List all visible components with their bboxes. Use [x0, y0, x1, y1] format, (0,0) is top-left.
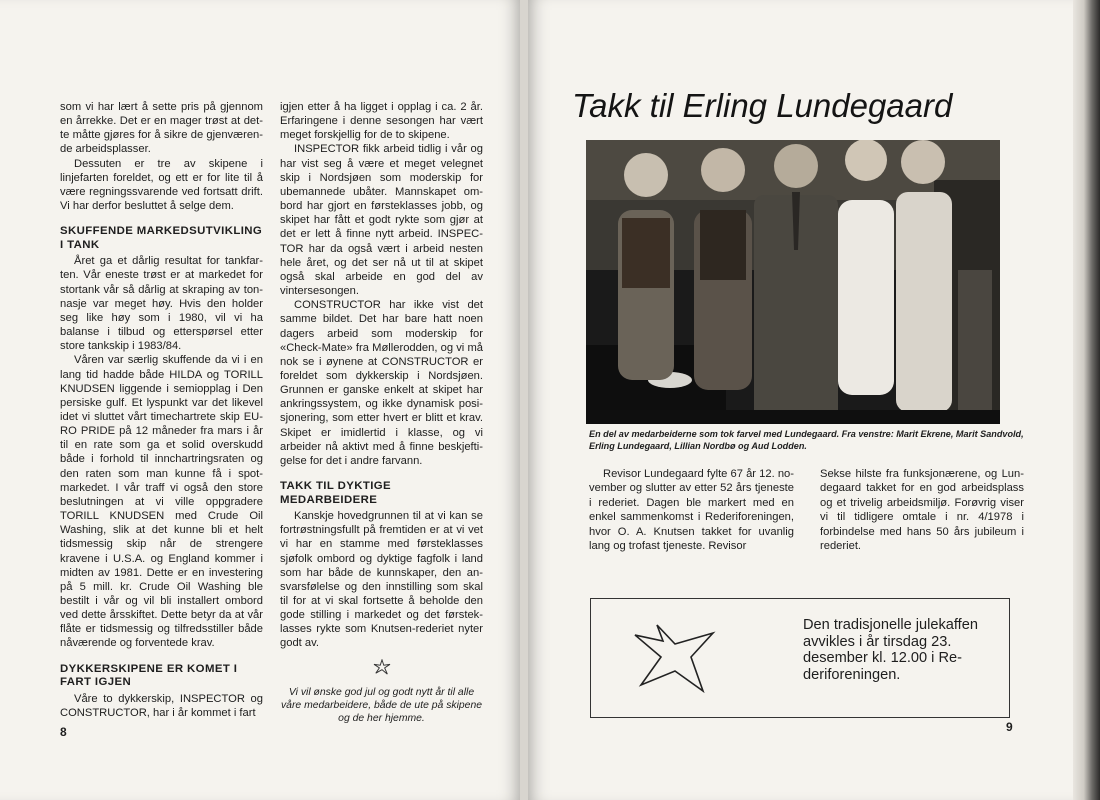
notice-box	[590, 598, 1010, 718]
star-icon	[280, 659, 483, 678]
paragraph: Kanskje hovedgrunnen til at vi kan se fortrøstningsfullt på fremtiden er at vi vet vi har en stamme med førsteklasses sjøfolk ombord og dyktige fagfolk i land som har både de kunnskaper, den ansvarsfølelse og den innstilling som skal til for at vi skal fortsette å beholde den gode stilling i markedet og det førsteklasses rykte som Knutsen-rederiet nyter godt av.	[280, 510, 483, 650]
christmas-greeting: Vi vil ønske god jul og godt nytt år til alle våre medarbeidere, både de ute på skipene og de her hjemme.	[280, 686, 483, 724]
page-number: 8	[60, 725, 67, 739]
right-page-column-1	[589, 467, 794, 553]
paragraph: Våre to dykkerskip, INSPECTOR og CONSTRUCTOR, har i år kommet i fart	[60, 692, 263, 719]
right-page-column-2	[820, 467, 1024, 553]
left-page-column-2	[280, 100, 483, 725]
paragraph: som vi har lært å sette pris på gjennom en årrekke. Det er en mager trøst at dette måtte gjøres for å sikre de gjenværende arbeidsplasser.	[60, 101, 263, 156]
page-edge	[1073, 0, 1100, 800]
section-heading: SKUFFENDE MARKEDSUTVIKLING I TANK	[60, 225, 263, 251]
section-heading: TAKK TIL DYKTIGE MEDARBEIDERE	[280, 480, 392, 506]
paragraph: Dessuten er tre av skipene i linjefarten foreldet, og ett er for lite til å være regningssvarende ved fortsatt drift. Vi har derfor besluttet å selge dem.	[60, 157, 263, 213]
photo-caption: En del av medarbeiderne som tok farvel med Lundegaard. Fra venstre: Marit Ekrene, Marit Sandvold, Erling Lundegaard, Lillian Nordbø og Aud Lodden.	[589, 429, 1024, 452]
gutter	[520, 0, 528, 800]
section-heading: DYKKERSKIPENE ER KOMET I FART IGJEN	[60, 662, 238, 689]
star-icon	[633, 611, 719, 697]
page-number: 9	[1006, 720, 1013, 734]
paragraph: igjen etter å ha ligget i opplag i ca. 2 år. Erfaringene i denne sesongen har vært meget forskjellig for de to skipene.	[280, 101, 483, 142]
left-page	[0, 0, 520, 800]
paragraph: Våren var særlig skuffende da vi i en lang tid hadde både HILDA og TORILL KNUDSEN liggende i semiopplag i Den persiske gulf. Et lyspunkt var det likevel idet vi sluttet vårt timechartrete skip EURO PRIDE på 12 måneder fra mars i år til en rate som ga et solid overskudd både i forhold til innchartringsraten og den raten som man kunne få i spot-markedet. I vår traff vi også den store beslutningen at vi ville oppgradere TORILL KNUDSEN med Crude Oil Washing, slik at det kunne bli et helt tidsmessig skip når de strengere kravene i U.S.A. og England kommer i midten av 1981. Dette er en investering på 5 mill. kr. Crude Oil Washing ble bestilt i vår og vil bli installert ombord ved dette årsskiftet. Dette betyr da at vår flåte er tidsmessig og tilfredsstiller både nåværende og forventede krav.	[60, 354, 263, 650]
notice-text: Den tradisjonelle julekaffen avvikles i år tirsdag 23. desember kl. 12.00 i Rederiforeningen.	[803, 617, 978, 683]
paragraph: Året ga et dårlig resultat for tankfarten. Vår eneste trøst er at markedet for stortank vår så dårlig at skraping av tonnasje var meget høy. Hvis den holder seg like høy som i 1980, vil vi ha balanse i tilbud og etterspørsel etter store tankskip i 1983/84.	[60, 255, 263, 353]
paragraph: INSPECTOR fikk arbeid tidlig i vår og har vist seg å være et meget velegnet skip i Nordsjøen som moderskip for ubemannede ubåter. Mannskapet ombord har gjort en førsteklasses jobb, og skipet har fått et godt rykte som gjør at det er lett å finne nytt arbeid. INSPECTOR har da også vært i arbeid nesten hele året, og det ser nå ut til at skipet også skal arbeide en god del av vintersesongen.	[280, 143, 483, 298]
article-title: Takk til Erling Lundegaard	[572, 87, 953, 124]
group-photo	[586, 140, 1000, 424]
paragraph: Sekse hilste fra funksjonærene, og Lundegaard takket for en god arbeidsplass og et trivelig arbeidsmiljø. Forøvrig viser vi til tidligere omtale i nr. 4/1978 i forbindelse med hans 50 års jubileum i rederiet.	[820, 468, 1024, 553]
paragraph: CONSTRUCTOR har ikke vist det samme bildet. Det har bare hatt noen dagers arbeid som moderskip for «Check-Mate» fra Møllerodden, og vi må nok se i øynene at CONSTRUCTOR er foreldet som dykkerskip i Nordsjøen. Grunnen er ganske enkelt at skipet har ankringssystem, og ikke dynamisk posisjonering, som etter hvert er blitt et krav. Skipet er imidlertid i klasse, og vi arbeider nå aktivt med å finne beskjeftigelse for det i andre farvann.	[280, 299, 483, 467]
left-page-column-1	[60, 100, 263, 720]
paragraph: Revisor Lundegaard fylte 67 år 12. november og slutter av etter 52 års tjeneste i rederiet. Dagen ble markert med en enkel sammenkomst i Rederiforeningen, hvor O. A. Knutsen takket for uvanlig lang og trofast tjeneste. Revisor	[589, 468, 794, 553]
